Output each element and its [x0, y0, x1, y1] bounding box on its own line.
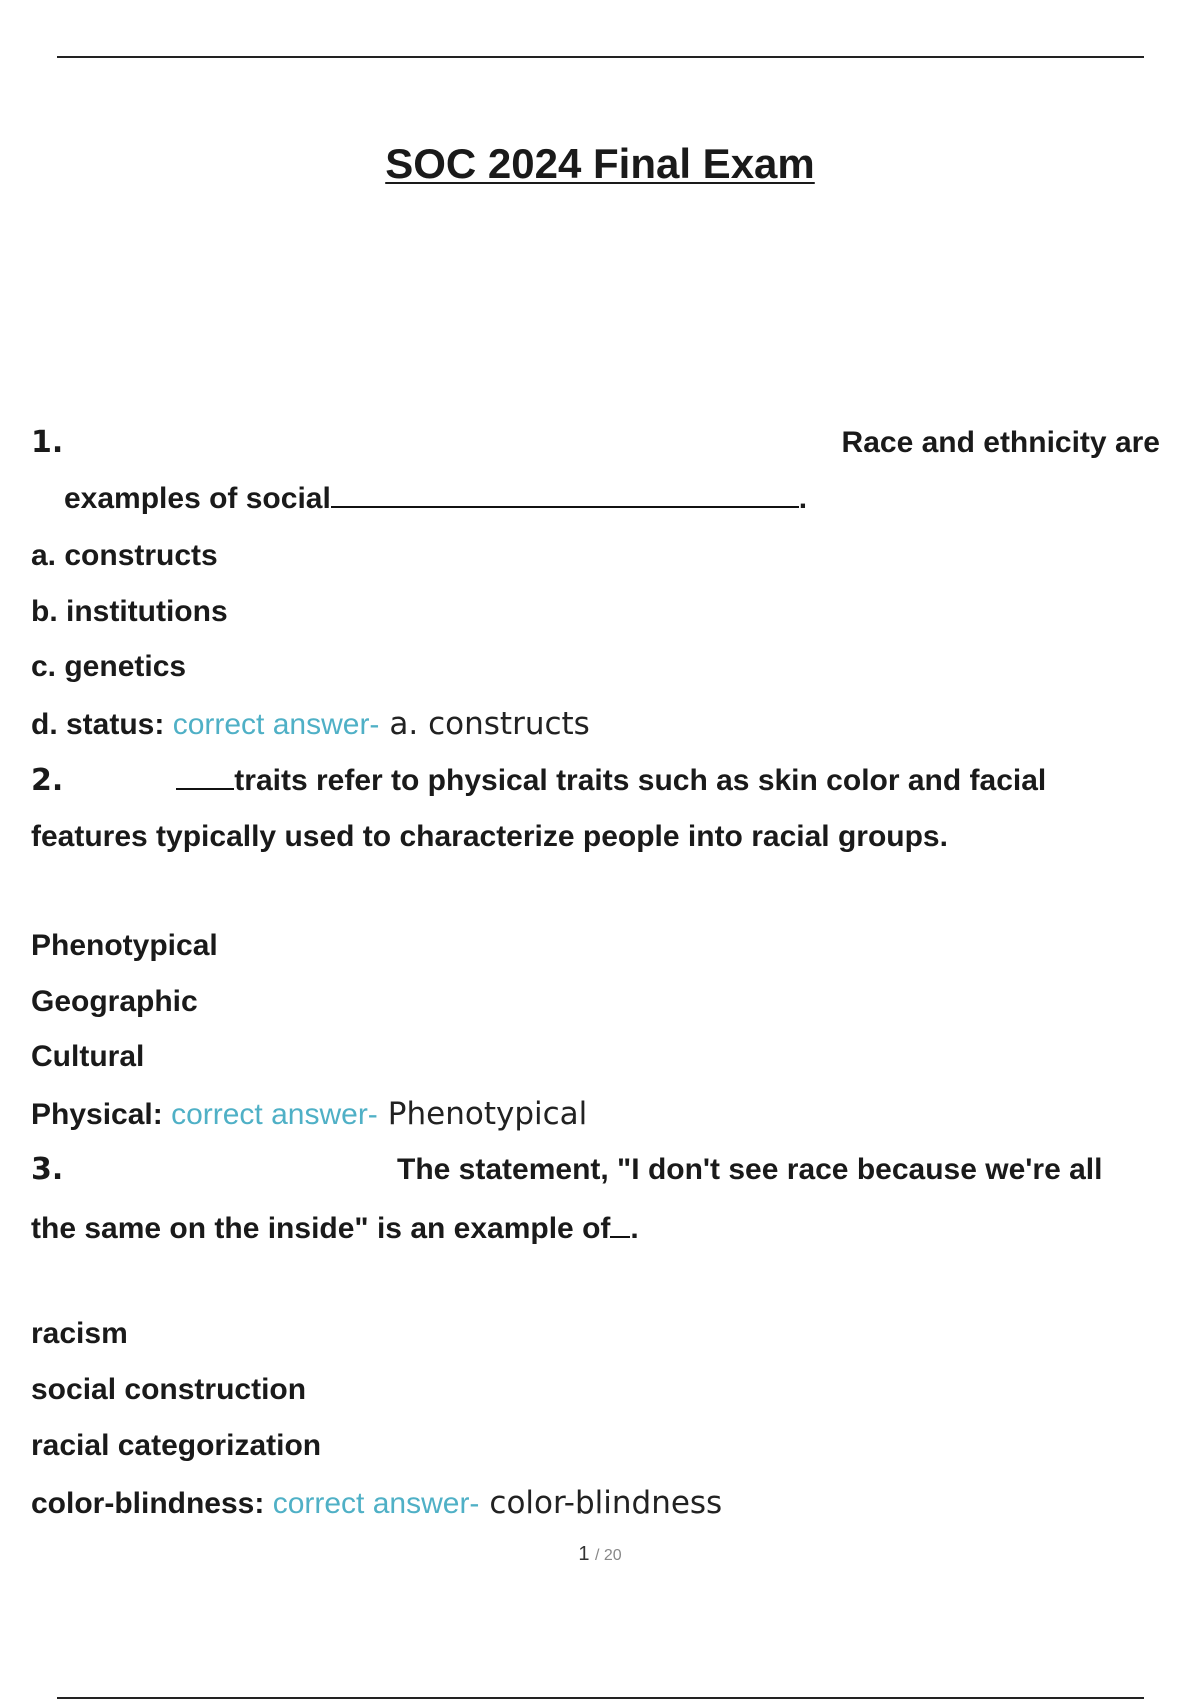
question-1-option-d-line — [31, 706, 590, 743]
page-title-text: SOC 2024 Final Exam — [385, 140, 815, 187]
question-stem-text: the same on the inside" is an example of — [31, 1212, 611, 1245]
question-3-stem-part2-line — [31, 1211, 639, 1247]
question-3-option-3: racial categorization — [31, 1429, 322, 1462]
correct-answer-value: Phenotypical — [387, 1096, 588, 1132]
question-3-option-2: social construction — [31, 1373, 307, 1406]
question-1-option-b: b. institutions — [31, 595, 228, 628]
answer-blank — [331, 482, 799, 508]
question-number: 2. — [31, 763, 64, 798]
correct-answer-label: correct answer- — [272, 1487, 480, 1520]
page-total: / 20 — [595, 1547, 622, 1564]
question-2-option-1: Phenotypical — [31, 929, 218, 962]
correct-answer-value: color-blindness — [489, 1485, 723, 1521]
question-1-stem-part1: Race and ethnicity are — [841, 426, 1160, 459]
question-3-option-1: racism — [31, 1317, 128, 1350]
correct-answer-value: a. constructs — [389, 706, 590, 742]
bottom-rule — [57, 1697, 1144, 1699]
correct-answer-label: correct answer- — [171, 1098, 378, 1131]
page-current: 1 — [578, 1543, 590, 1565]
question-stem-text: examples of social — [64, 482, 331, 515]
option-text: color-blindness: — [31, 1487, 265, 1520]
answer-blank — [176, 764, 234, 790]
question-3-stem-part1: The statement, "I don't see race because we're all — [397, 1153, 1103, 1186]
question-3-number-line — [31, 1152, 63, 1188]
page-indicator — [0, 1543, 1200, 1566]
top-rule — [57, 56, 1144, 58]
question-2-option-2: Geographic — [31, 985, 198, 1018]
option-text: Physical: — [31, 1098, 163, 1131]
question-1-option-c: c. genetics — [31, 650, 187, 683]
question-2-option-3: Cultural — [31, 1040, 145, 1073]
question-1-option-a: a. constructs — [31, 539, 218, 572]
question-number: 1. — [31, 425, 64, 460]
question-2-option-4-line — [31, 1096, 587, 1133]
answer-blank — [610, 1212, 630, 1238]
option-text: d. status: — [31, 708, 165, 741]
question-3-option-4-line — [31, 1485, 722, 1522]
correct-answer-label: correct answer- — [172, 708, 380, 741]
page-title — [0, 140, 1200, 188]
question-2-stem-part2: features typically used to characterize people into racial groups. — [31, 820, 948, 853]
question-2-line1 — [31, 763, 1046, 799]
question-stem-end: . — [798, 482, 808, 515]
question-stem-text: traits refer to physical traits such as skin color and facial — [234, 764, 1047, 797]
question-1-number-line — [31, 425, 63, 461]
question-1-stem-part2-line — [64, 481, 807, 517]
question-stem-end: . — [630, 1212, 639, 1245]
question-number: 3. — [31, 1152, 64, 1187]
